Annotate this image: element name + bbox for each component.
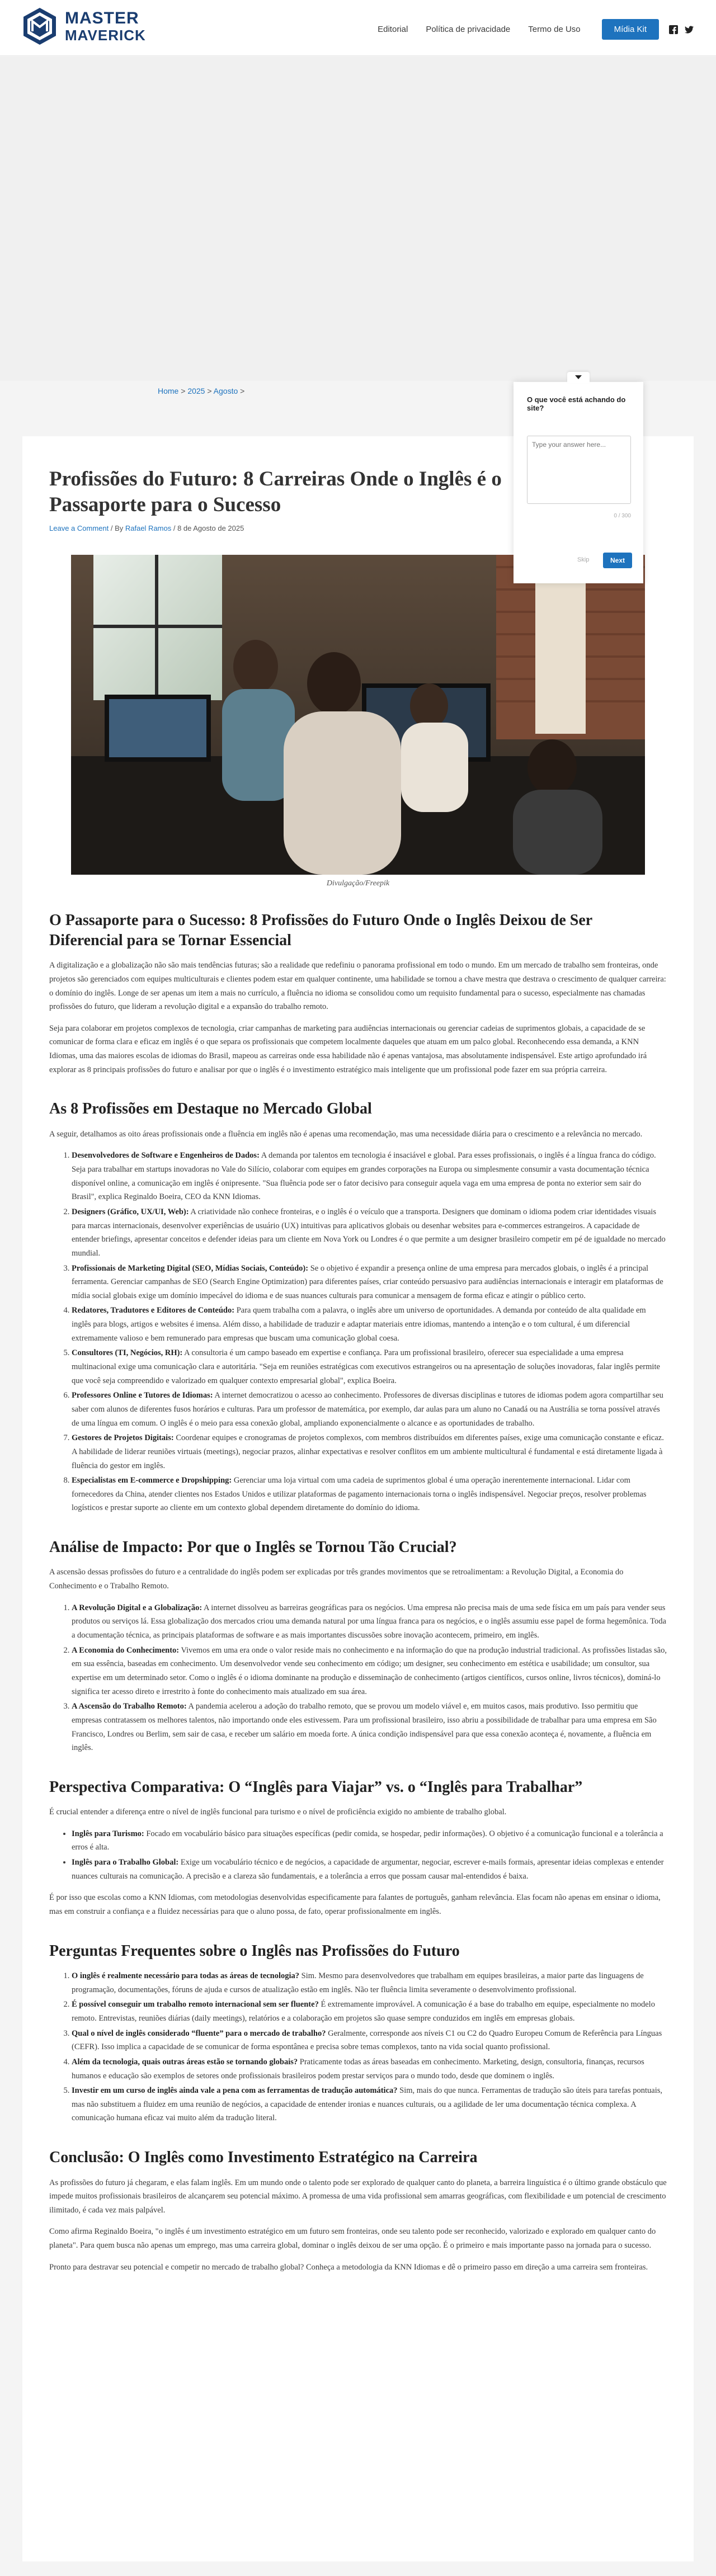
list-item	[72, 1700, 667, 1755]
list-item-title: A Revolução Digital e a Globalização:	[72, 1603, 202, 1612]
list-item-text: Praticamente todas as áreas baseadas em conhecimento. Marketing, design, consultoria, finanças, recursos humanos e educação são exemplos de setores onde profissionais brasileiros podem prestar serviços para o mundo todo, desde que dominem o inglês.	[72, 2057, 644, 2080]
list-item	[72, 1262, 667, 1303]
list-item	[72, 1431, 667, 1473]
list-item-text: Exige um vocabulário técnico e de negócios, a capacidade de argumentar, negociar, escrever e-mails formais, apresentar ideias complexas e entender nuances culturais na comunicação. A precisão e a clareza são fundamentais, e a tolerância a erros que possam causar mal-entendidos é baixa.	[72, 1858, 664, 1881]
nav-privacy[interactable]: Política de privacidade	[426, 25, 511, 34]
list-item-text: A consultoria é um campo baseado em expertise e confiança. Para um profissional brasileiro, oferecer sua especialidade a uma empresa multinacional exige uma comunicação clara e autoritária. "Seja em reuniões estratégicas com executivos estrangeiros ou na apresentação de soluções inovadoras, falar inglês permite que você seja compreendido e valorizado em qualquer contexto empresarial global", explica Boeira.	[72, 1348, 660, 1385]
logo-line-2: MAVERICK	[65, 27, 146, 44]
list-item-title: Designers (Gráfico, UX/UI, Web):	[72, 1207, 189, 1216]
survey-next-button[interactable]: Next	[603, 553, 632, 568]
impact-list	[49, 1601, 667, 1755]
section-heading: O Passaporte para o Sucesso: 8 Profissões do Futuro Onde o Inglês Deixou de Ser Diferencial para se Tornar Essencial	[49, 911, 592, 949]
professions-list	[49, 1149, 667, 1515]
survey-collapse-tab[interactable]	[567, 372, 590, 383]
list-item	[72, 1474, 667, 1515]
logo-text	[65, 10, 146, 43]
paragraph: As profissões do futuro já chegaram, e elas falam inglês. Em um mundo onde o talento pode ser explorado de qualquer canto do planeta, a barreira linguística é o último grande obstáculo que impede muitos profissionais brasileiros de alcançarem seu potencial máximo. A promessa de uma vida profissional sem amarras geográficas, com flexibilidade e um potencial de crescimento ilimitado, é cada vez mais palpável.	[49, 2178, 667, 2215]
list-item	[72, 1149, 667, 1204]
paragraph: A ascensão dessas profissões do futuro e a centralidade do inglês podem ser explicadas por três grandes movimentos que se retroalimentam: a Revolução Digital, a Economia do Conhecimento e o Trabalho Remoto.	[49, 1568, 624, 1591]
survey-question: O que você está achando do site?	[527, 395, 626, 412]
leave-comment-link[interactable]: Leave a Comment	[49, 523, 109, 532]
list-item-text: A internet dissolveu as barreiras geográficas para os negócios. Uma empresa não precisa mais de uma sede física em um país para vender seus produtos ou serviços lá. Essa globalização dos mercados criou uma demanda natural por uma língua franca para os negócios, e o inglês assumiu esse papel de forma hegemônica. Toda a documentação técnica, as principais plataformas de software e as mais importantes discussões sobre inovação acontecem, primeiro, em inglês.	[72, 1603, 666, 1640]
list-item	[72, 1304, 667, 1345]
list-item	[72, 2055, 667, 2083]
breadcrumb-home[interactable]: Home	[158, 386, 179, 395]
section-heading: Conclusão: O Inglês como Investimento Estratégico na Carreira	[49, 2149, 478, 2167]
survey-answer-input[interactable]	[527, 436, 631, 504]
survey-skip-button[interactable]: Skip	[577, 556, 590, 563]
main-nav	[378, 19, 694, 40]
list-item-text: A pandemia acelerou a adoção do trabalho remoto, que se provou um modelo viável e, em muitos casos, mais produtivo. Isso permitiu que empresas contratassem os melhores talentos, não importando onde eles estivessem. Para um profissional brasileiro, isso abriu a possibilidade de trabalhar para uma empresa em São Francisco, Londres ou Berlim, sem sair de casa, e receber um salário em moeda forte. A única condição indispensável para que essa conexão aconteça é, novamente, a fluência em inglês.	[72, 1702, 657, 1753]
site-header	[0, 0, 716, 56]
list-item-title: Além da tecnologia, quais outras áreas estão se tornando globais?	[72, 2057, 298, 2067]
list-item	[72, 1205, 667, 1261]
image-caption: Divulgação/Freepik	[326, 879, 390, 888]
article	[22, 436, 694, 2561]
list-item-text: Focado em vocabulário básico para situações específicas (pedir comida, se hospedar, pedir informações). O objetivo é a comunicação funcional e a tolerância a erros é alta.	[72, 1829, 663, 1852]
list-item-title: A Ascensão do Trabalho Remoto:	[72, 1702, 187, 1711]
faq-list	[49, 1969, 667, 2125]
list-item	[72, 1856, 667, 1883]
section-heading: Perguntas Frequentes sobre o Inglês nas Profissões do Futuro	[49, 1942, 460, 1960]
list-item-title: Especialistas em E-commerce e Dropshipping:	[72, 1476, 232, 1485]
office-photo	[71, 555, 645, 875]
list-item	[72, 2027, 667, 2054]
comparison-list	[49, 1827, 667, 1884]
list-item	[72, 1969, 667, 1997]
twitter-icon[interactable]	[685, 25, 694, 34]
list-item-title: A Economia do Conhecimento:	[72, 1645, 180, 1655]
site-logo[interactable]	[20, 7, 146, 46]
nav-editorial[interactable]: Editorial	[378, 25, 408, 34]
breadcrumb-separator: >	[205, 386, 214, 395]
paragraph: Pronto para destravar seu potencial e competir no mercado de trabalho global? Conheça a metodologia da KNN Idiomas e dê o primeiro passo em direção a uma carreira sem fronteiras.	[49, 2262, 648, 2272]
social-links	[669, 25, 694, 34]
list-item-title: É possível conseguir um trabalho remoto internacional sem ser fluente?	[72, 2000, 319, 2009]
survey-widget	[514, 382, 643, 583]
section-heading: As 8 Profissões em Destaque no Mercado Global	[49, 1100, 372, 1118]
list-item	[72, 1644, 667, 1699]
list-item-text: Vivemos em uma era onde o valor reside mais no conhecimento e na informação do que na produção industrial tradicional. As profissões listadas são, em sua essência, baseadas em conhecimento. Um desenvolvedor vende seu conhecimento em código; um designer, seu conhecimento em estética e usabilidade; um consultor, sua expertise em um determinado setor. Como o inglês é o idioma dominante na produção e disseminação de conhecimento (artigos científicos, cursos online, livros técnicos), dominá-lo significa ter acesso direto e irrestrito à fonte do conhecimento mais atualizado em sua área.	[72, 1645, 667, 1696]
list-item	[72, 2084, 667, 2125]
meta-by: / By	[109, 523, 125, 532]
list-item	[72, 1346, 667, 1388]
list-item-text: Geralmente, corresponde aos níveis C1 ou C2 do Quadro Europeu Comum de Referência para Línguas (CEFR). Isso implica a capacidade de se comunicar de forma espontânea e precisa sobre temas complexos, tanto na vida social quanto profissional.	[72, 2028, 662, 2052]
list-item-text: Sim, mais do que nunca. Ferramentas de tradução são úteis para tarefas pontuais, mas não substituem a fluidez em uma reunião de negócios, a capacidade de entender ironias e nuances culturais, ou a agilidade de ler uma documentação técnica complexa. A comunicação humana eficaz vai muito além da tradução literal.	[72, 2086, 663, 2123]
author-link[interactable]: Rafael Ramos	[125, 523, 172, 532]
logo-line-1: MASTER	[65, 9, 139, 27]
breadcrumb	[158, 386, 244, 395]
media-kit-button[interactable]: Mídia Kit	[602, 19, 659, 40]
paragraph: É crucial entender a diferença entre o nível de inglês funcional para turismo e o nível de proficiência exigido no ambiente de trabalho global.	[49, 1808, 507, 1817]
survey-char-counter: 0 / 300	[614, 513, 631, 519]
list-item-text: Se o objetivo é expandir a presença online de uma empresa para mercados globais, o inglês é a principal ferramenta. Gerenciar campanhas de SEO (Search Engine Optimization) para diferentes países, criar conteúdo persuasivo para audiências internacionais e interagir em plataformas de mídia social globais exige um domínio impecável do idioma e de suas nuances culturais para comunicar a mensagem de forma eficaz e atingir o público certo.	[72, 1263, 663, 1300]
paragraph: Como afirma Reginaldo Boeira, "o inglês é um investimento estratégico em um futuro sem fronteiras, onde seu talento pode ser reconhecido, valorizado e explorado em qualquer canto do planeta". Para quem busca não apenas um emprego, mas uma carreira global, dominar o inglês deixou de ser uma opção. É o primeiro e mais importante passo na jornada para o sucesso.	[49, 2227, 656, 2251]
list-item-text: A demanda por talentos em tecnologia é insaciável e global. Para esses profissionais, o inglês é a língua franca do código. Seja para trabalhar em startups inovadoras no Vale do Silício, colaborar com equipes em grandes corporações na Europa ou simplesmente consumir a vasta documentação técnica disponível online, a comunicação em inglês é onipresente. "Sua fluência pode ser o fator decisivo para conseguir aquela vaga em uma empresa de ponta no exterior sem sair do Brasil", explica Reginaldo Boeira, CEO da KNN Idiomas.	[72, 1151, 656, 1202]
section-heading: Perspectiva Comparativa: O “Inglês para Viajar” vs. o “Inglês para Trabalhar”	[49, 1778, 583, 1796]
paragraph: A seguir, detalhamos as oito áreas profissionais onde a fluência em inglês não é apenas uma recomendação, mas uma necessidade diária para o crescimento e a relevância no mercado.	[49, 1129, 643, 1139]
hero-image	[71, 555, 645, 875]
section-heading: Análise de Impacto: Por que o Inglês se Tornou Tão Crucial?	[49, 1539, 457, 1556]
ad-space	[0, 56, 716, 381]
list-item-text: A internet democratizou o acesso ao conhecimento. Professores de diversas disciplinas e tutores de idiomas podem agora compartilhar seu saber com alunos de diferentes fusos horários e culturas. Para um professor de matemática, por exemplo, dar aulas para um aluno no Canadá ou na Austrália se torna possível através de uma língua em comum. O inglês é o meio para essa conexão global, ampliando exponencialmente o alcance e as oportunidades de trabalho.	[72, 1391, 663, 1428]
list-item-title: Qual o nível de inglês considerado “fluente” para o mercado de trabalho?	[72, 2028, 326, 2038]
breadcrumb-month[interactable]: Agosto	[213, 386, 238, 395]
paragraph: A digitalização e a globalização não são mais tendências futuras; são a realidade que redefiniu o panorama profissional em todo o mundo. Em um mercado de trabalho sem fronteiras, onde projetos são gerenciados com equipes multiculturais e clientes podem estar em qualquer continente, uma habilidade se tornou a chave mestra que destrava o crescimento de qualquer carreira: o domínio do inglês. Longe de ser apenas um item a mais no currículo, a fluência no idioma se consolidou como um requisito fundamental para o sucesso, especialmente nas chamadas profissões do futuro, que lideram a revolução digital e a expansão do trabalho remoto.	[49, 961, 666, 1012]
list-item	[72, 1601, 667, 1643]
list-item-title: O inglês é realmente necessário para todas as áreas de tecnologia?	[72, 1971, 300, 1981]
list-item-text: Gerenciar uma loja virtual com uma cadeia de suprimentos global é uma operação inerentemente internacional. Lidar com fornecedores da China, atender clientes nos Estados Unidos e utilizar plataformas de pagamento internacionais torna o inglês indispensável. Negociar preços, resolver problemas logísticos e prestar suporte ao cliente em um contexto global dependem diretamente do domínio do idioma.	[72, 1476, 647, 1513]
list-item-text: É extremamente improvável. A comunicação é a base do trabalho em equipe, especialmente no modelo remoto. Entrevistas, reuniões diárias (daily meetings), relatórios e a colaboração em projetos são quase sempre conduzidos em inglês em empresas globais.	[72, 2000, 655, 2023]
nav-terms[interactable]: Termo de Uso	[528, 25, 581, 34]
paragraph: Seja para colaborar em projetos complexos de tecnologia, criar campanhas de marketing para audiências internacionais ou gerenciar cadeias de suprimentos globais, a capacidade de se comunicar de forma clara e eficaz em inglês é o que separa os profissionais que competem localmente daqueles que atuam em um palco global. Reconhecendo essa demanda, a KNN Idiomas, uma das maiores escolas de idiomas do Brasil, mapeou as carreiras onde essa habilidade não é apenas vantajosa, mas absolutamente indispensável. Este artigo aprofundado irá explorar as 8 principais profissões do futuro e analisar por que o inglês é o investimento estratégico mais inteligente que um profissional pode fazer em sua própria carreira.	[49, 1023, 647, 1074]
list-item	[72, 1389, 667, 1430]
list-item-text: Para quem trabalha com a palavra, o inglês abre um universo de oportunidades. A demanda por conteúdo de alta qualidade em inglês para blogs, artigos e websites é imensa. Além disso, a habilidade de traduzir e adaptar materiais entre idiomas, mantendo a intenção e o tom cultural, é um diferencial extremamente valioso e bem remunerado para empresas que buscam uma comunicação global coesa.	[72, 1306, 646, 1343]
breadcrumb-year[interactable]: 2025	[187, 386, 205, 395]
list-item	[72, 1998, 667, 2025]
list-item-title: Inglês para o Trabalho Global:	[72, 1858, 179, 1867]
list-item-title: Professores Online e Tutores de Idiomas:	[72, 1391, 213, 1400]
list-item-text: Coordenar equipes e cronogramas de projetos complexos, com membros distribuídos em diferentes países, exige uma comunicação constante e eficaz. A habilidade de liderar reuniões virtuais (meetings), negociar prazos, alinhar expectativas e resolver conflitos em um ambiente multicultural é fundamental e está diretamente ligada à fluência do gestor em inglês.	[72, 1433, 664, 1470]
list-item-title: Inglês para Turismo:	[72, 1829, 144, 1838]
breadcrumb-separator: >	[238, 386, 245, 395]
logo-icon	[20, 7, 59, 46]
article-title: Profissões do Futuro: 8 Carreiras Onde o Inglês é o Passaporte para o Sucesso	[49, 468, 502, 517]
paragraph: É por isso que escolas como a KNN Idiomas, com metodologias desenvolvidas especificamente para falantes de português, ganham relevância. Elas focam não apenas em ensinar o idioma, mas em construir a confiança e a fluidez necessárias para que o aluno possa, de fato, operar profissionalmente em inglês.	[49, 1893, 661, 1917]
list-item-text: A criatividade não conhece fronteiras, e o inglês é o veículo que a transporta. Designers que dominam o idioma podem criar identidades visuais para marcas internacionais, desenvolver experiências de usuário (UX) intuitivas para aplicativos globais ou desenhar websites para e-commerces estrangeiros. A capacidade de entender briefings, apresentar conceitos e defender ideias para um cliente em Nova York ou Londres é o que permite a um designer brasileiro competir em pé de igualdade no mercado mundial.	[72, 1207, 666, 1258]
list-item-title: Investir em um curso de inglês ainda vale a pena com as ferramentas de tradução automática?	[72, 2086, 398, 2096]
list-item-title: Profissionais de Marketing Digital (SEO, Mídias Sociais, Conteúdo):	[72, 1263, 309, 1273]
list-item-text: Sim. Mesmo para desenvolvedores que trabalham em equipes brasileiras, a maior parte das linguagens de programação, documentações, fóruns de ajuda e cursos de atualização estão em inglês. Não ter fluência limita severamente o desenvolvimento profissional.	[72, 1971, 644, 1994]
list-item-title: Redatores, Tradutores e Editores de Conteúdo:	[72, 1306, 235, 1315]
chevron-down-icon	[575, 375, 582, 379]
list-item-title: Consultores (TI, Negócios, RH):	[72, 1348, 183, 1358]
list-item-title: Desenvolvedores de Software e Engenheiros de Dados:	[72, 1151, 260, 1160]
list-item	[72, 1827, 667, 1855]
facebook-icon[interactable]	[669, 25, 678, 34]
list-item-title: Gestores de Projetos Digitais:	[72, 1433, 174, 1443]
breadcrumb-separator: >	[178, 386, 188, 395]
meta-date: / 8 de Agosto de 2025	[171, 523, 244, 532]
